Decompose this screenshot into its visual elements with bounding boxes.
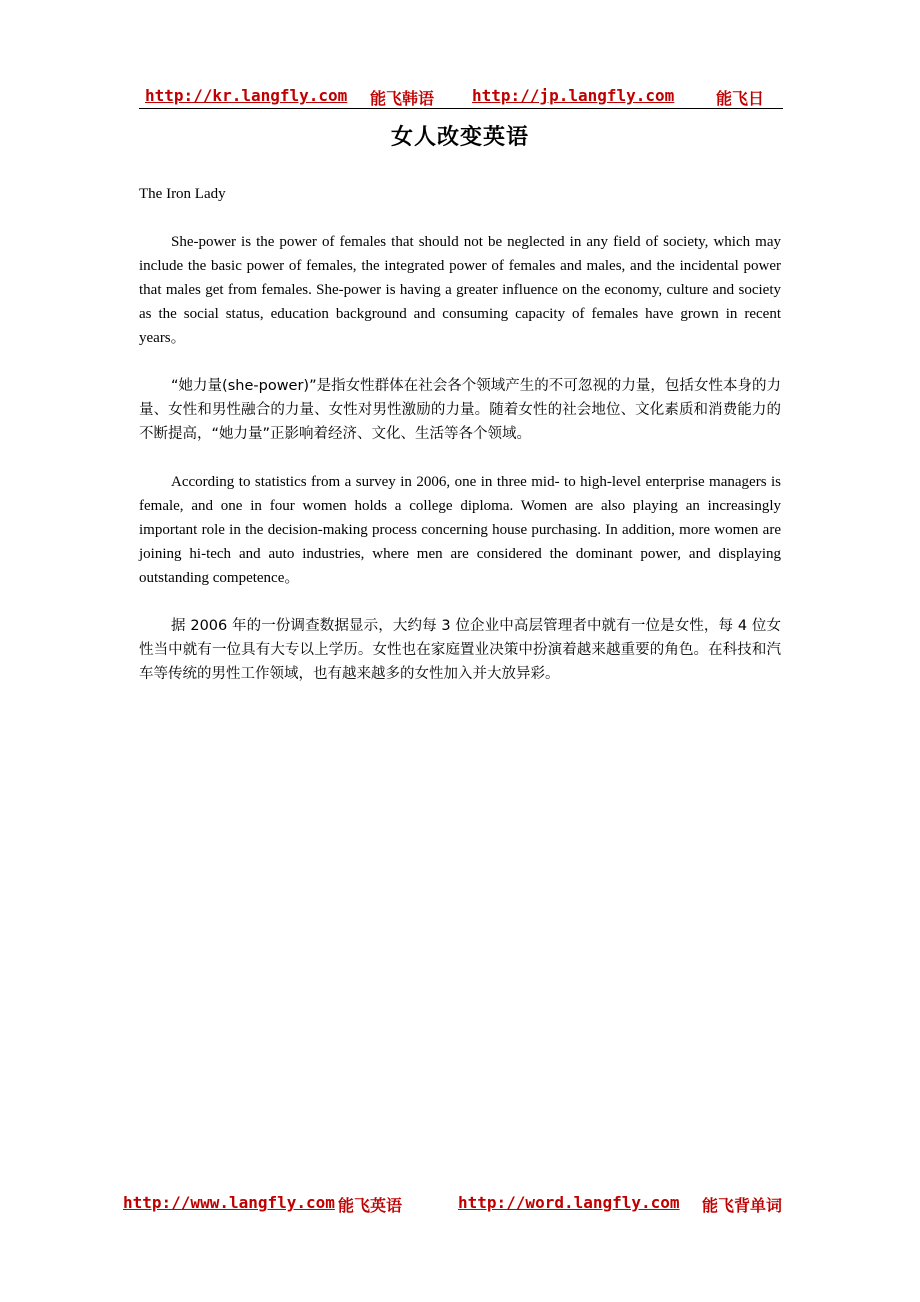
paragraph-chinese-2: 据 2006 年的一份调查数据显示，大约每 3 位企业中高层管理者中就有一位是女性，每 4 位女性当中就有一位具有大专以上学历。女性也在家庭置业决策中扮演着越来越重要的角色。在科技和汽车等传统的男性工作领域，也有越来越多的女性加入并大放异彩。 — [139, 618, 781, 682]
footer-label-english: 能飞英语 — [338, 1196, 403, 1215]
footer-link-www[interactable]: http://www.langfly.com — [123, 1193, 335, 1212]
footer-label-vocabulary: 能飞背单词 — [702, 1196, 783, 1215]
header-link-jp[interactable]: http://jp.langfly.com — [472, 86, 675, 105]
footer-link-word[interactable]: http://word.langfly.com — [458, 1193, 680, 1212]
header-label-japanese: 能飞日 — [716, 89, 765, 108]
document-title: 女人改变英语 — [390, 125, 529, 150]
paragraph-english-2: According to statistics from a survey in 2006, one in three mid- to high-level enterprise managers is female, and one in four women holds a college diploma. Women are also playing an increasingly important role in the decision-making process concerning house purchasing. In addition, more women are joining hi-tech and auto industries, where men are considered the dominant power, and displaying outstanding competence。 — [139, 474, 781, 586]
document-subtitle: The Iron Lady — [139, 186, 226, 202]
paragraph-english-1: She-power is the power of females that should not be neglected in any field of society, which may include the basic power of females, the integrated power of females and males, and the incidental power that males get from females. She-power is having a greater influence on the economy, culture and society as the social status, education background and consuming capacity of females have grown in recent years。 — [139, 234, 781, 346]
page-footer — [123, 1193, 803, 1217]
paragraph-chinese-1: “她力量(she-power)”是指女性群体在社会各个领域产生的不可忽视的力量，包括女性本身的力量、女性和男性融合的力量、女性对男性激励的力量。随着女性的社会地位、文化素质和消费能力的不断提高，“她力量”正影响着经济、文化、生活等各个领域。 — [139, 378, 781, 442]
document-body — [139, 182, 781, 710]
header-label-korean: 能飞韩语 — [370, 89, 435, 108]
page-header — [139, 86, 783, 109]
header-link-kr[interactable]: http://kr.langfly.com — [145, 86, 348, 105]
